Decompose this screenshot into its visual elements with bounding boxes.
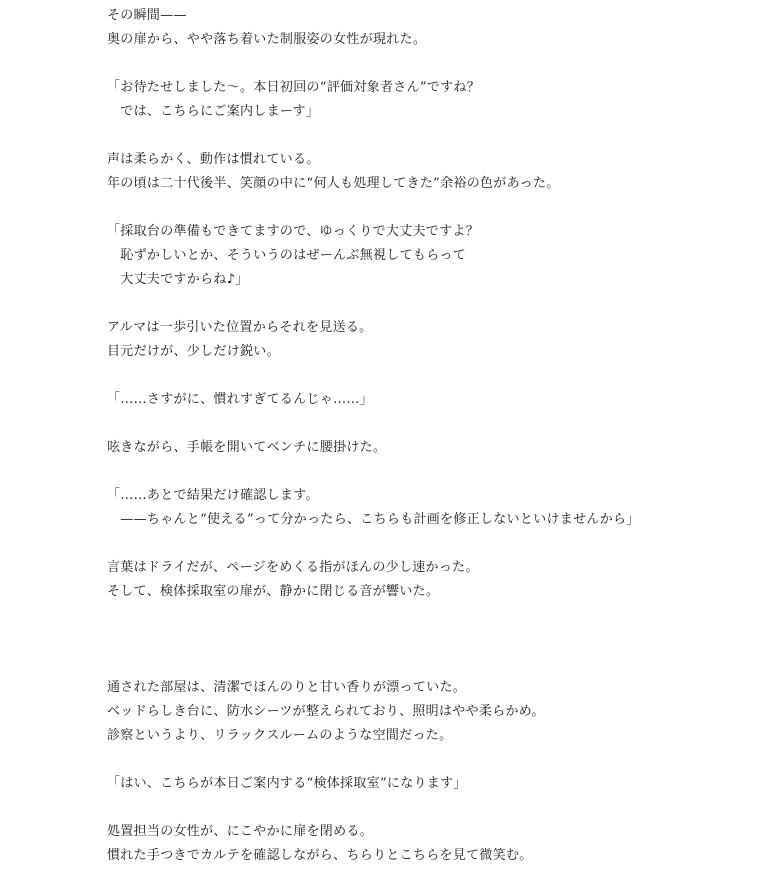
text-line: 診察というより、リラックスルームのような空間だった。	[107, 728, 453, 743]
text-line: アルマは一歩引いた位置からそれを見送る。	[107, 320, 373, 335]
blank-line	[107, 532, 767, 556]
document-body	[107, 4, 767, 868]
text-line: 目元だけが、少しだけ鋭い。	[107, 344, 280, 359]
text-line: 奥の扉から、やや落ち着いた制服姿の女性が現れた。	[107, 32, 427, 47]
text-line: そして、検体採取室の扉が、静かに閉じる音が響いた。	[107, 584, 440, 599]
blank-line	[107, 124, 767, 148]
text-line: 慣れた手つきでカルテを確認しながら、ちらりとこちらを見て微笑む。	[107, 848, 533, 863]
blank-line	[107, 292, 767, 316]
text-line: 「……あとで結果だけ確認します。	[107, 488, 319, 503]
text-line: 通された部屋は、清潔でほんのりと甘い香りが漂っていた。	[107, 680, 467, 695]
text-line: 「……さすがに、慣れすぎてるんじゃ……」	[107, 392, 373, 407]
text-line: ——ちゃんと“使える”って分かったら、こちらも計画を修正しないといけませんから」	[107, 512, 640, 527]
blank-line	[107, 364, 767, 388]
blank-line	[107, 796, 767, 820]
blank-line	[107, 196, 767, 220]
text-line: その瞬間——	[107, 8, 187, 23]
text-line: 言葉はドライだが、ページをめくる指がほんの少し速かった。	[107, 560, 479, 575]
text-line: 処置担当の女性が、にこやかに扉を閉める。	[107, 824, 374, 839]
blank-line	[107, 52, 767, 76]
blank-line	[107, 460, 767, 484]
text-section-1	[107, 4, 767, 604]
text-line: 「はい、こちらが本日ご案内する“検体採取室”になります」	[107, 776, 467, 791]
text-section-2	[107, 676, 767, 868]
text-line: では、こちらにご案内しまーす」	[107, 104, 320, 119]
text-line: 「採取台の準備もできてますので、ゆっくりで大丈夫ですよ？	[107, 224, 480, 239]
text-line: 恥ずかしいとか、そういうのはぜーんぶ無視してもらって	[107, 248, 467, 263]
blank-line	[107, 748, 767, 772]
section-break	[107, 604, 767, 676]
text-line: 呟きながら、手帳を開いてベンチに腰掛けた。	[107, 440, 387, 455]
text-line: ベッドらしき台に、防水シーツが整えられており、照明はやや柔らかめ。	[107, 704, 545, 719]
text-line: 大丈夫ですからね♪」	[107, 272, 249, 287]
text-line: 声は柔らかく、動作は慣れている。	[107, 152, 320, 167]
text-line: 「お待たせしました〜。本日初回の“評価対象者さん”ですね？	[107, 80, 480, 95]
text-line: 年の頃は二十代後半、笑顔の中に“何人も処理してきた”余裕の色があった。	[107, 176, 560, 191]
blank-line	[107, 412, 767, 436]
